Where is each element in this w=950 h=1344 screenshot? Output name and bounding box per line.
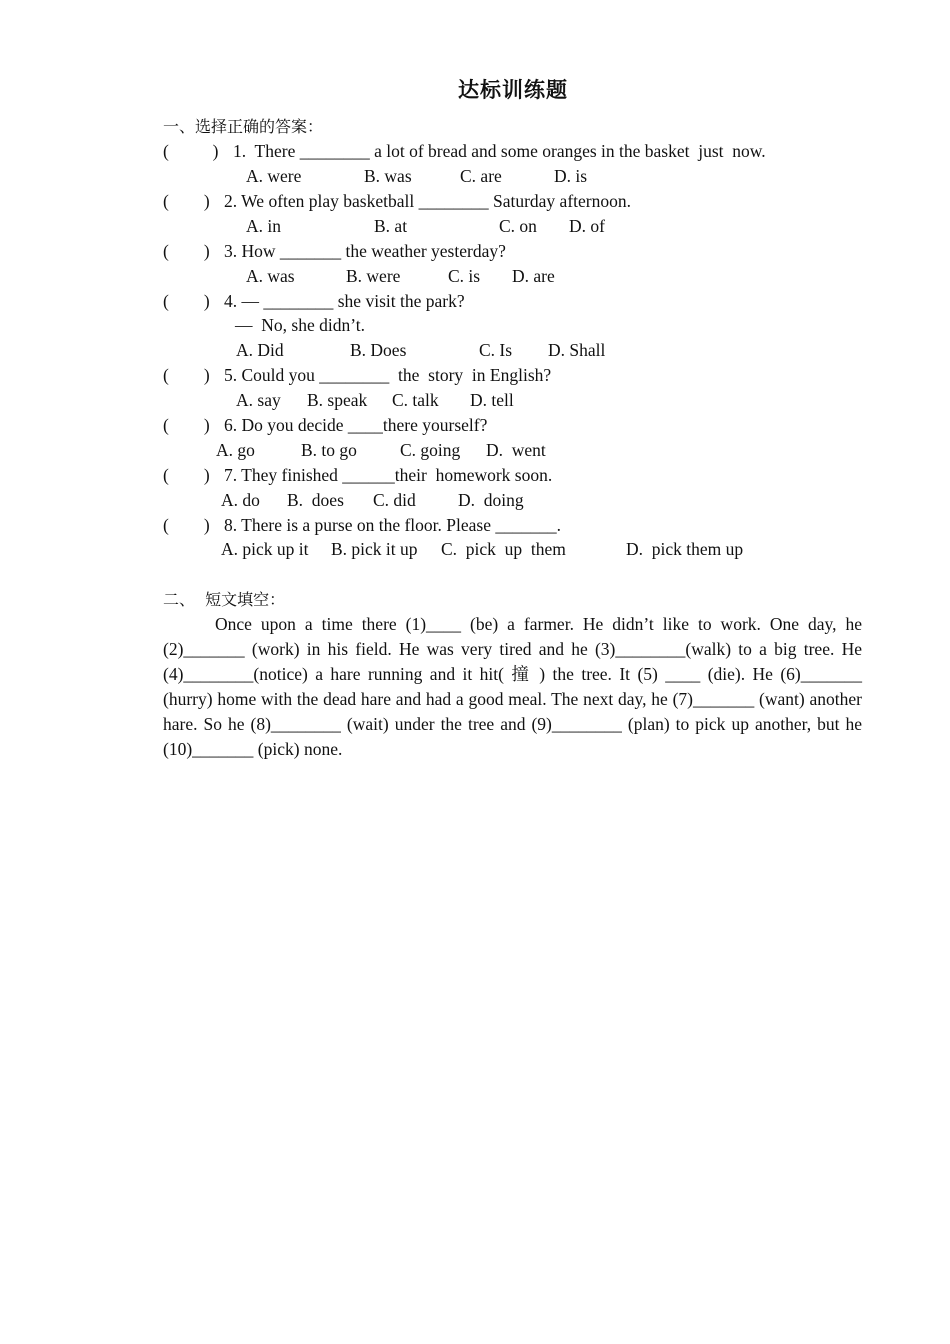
option-6d: D. went	[486, 440, 546, 460]
option-1a: A. were	[246, 166, 302, 186]
option-2c: C. on	[499, 216, 537, 236]
option-5b: B. speak	[307, 390, 368, 410]
answer-paren-2: ( )	[163, 191, 210, 211]
option-6c: C. going	[400, 440, 461, 460]
option-5c: C. talk	[392, 390, 439, 410]
answer-paren-7: ( )	[163, 465, 210, 485]
option-4d: D. Shall	[548, 340, 606, 360]
option-4c: C. Is	[479, 340, 513, 360]
option-4b: B. Does	[350, 340, 407, 360]
option-6a: A. go	[216, 440, 255, 460]
option-4a: A. Did	[236, 340, 284, 360]
option-1d: D. is	[554, 166, 588, 186]
question-stem-5: 5. Could you ________ the story in English?	[224, 365, 552, 385]
answer-paren-3: ( )	[163, 241, 210, 261]
option-7b: B. does	[287, 490, 344, 510]
answer-paren-1: ( )	[163, 141, 219, 161]
answer-paren-4: ( )	[163, 291, 210, 311]
question-reply-4: — No, she didn’t.	[235, 315, 365, 335]
page-title: 达标训练题	[458, 78, 568, 102]
option-8d: D. pick them up	[626, 539, 744, 559]
option-3b: B. were	[346, 266, 401, 286]
question-stem-7: 7. They finished ______their homework soon.	[224, 465, 553, 485]
question-stem-4: 4. — ________ she visit the park?	[224, 291, 465, 311]
option-1c: C. are	[460, 166, 502, 186]
section1-heading: 一、选择正确的答案：	[163, 117, 324, 136]
question-stem-3: 3. How _______ the weather yesterday?	[224, 241, 506, 261]
option-8a: A. pick up it	[221, 539, 309, 559]
option-2b: B. at	[374, 216, 408, 236]
cloze-passage: Once upon a time there (1)____ (be) a farmer. He didn’t like to work. One day, he (2)_______ (work) in his field. He was very tired and he (3)________(walk) to a big tree. He (4)________(notice) a hare running and it hit( 撞 ) the tree. It (5) ____ (die). He (6)_______ (hurry) home with the dead hare and had a good meal. The next day, he (7)_______ (want) another hare. So he (8)________ (wait) under the tree and (9)________ (plan) to pick up another, but he (10)_______ (pick) none.	[163, 614, 862, 759]
answer-paren-5: ( )	[163, 365, 210, 385]
option-8c: C. pick up them	[441, 539, 566, 559]
option-5a: A. say	[236, 390, 281, 410]
option-1b: B. was	[364, 166, 412, 186]
option-7c: C. did	[373, 490, 416, 510]
section2-heading: 二、 短文填空：	[163, 590, 286, 609]
option-8b: B. pick it up	[331, 539, 418, 559]
option-2d: D. of	[569, 216, 605, 236]
answer-paren-6: ( )	[163, 415, 210, 435]
question-stem-2: 2. We often play basketball ________ Saturday afternoon.	[224, 191, 631, 211]
option-5d: D. tell	[470, 390, 514, 410]
question-stem-6: 6. Do you decide ____there yourself?	[224, 415, 488, 435]
option-3d: D. are	[512, 266, 555, 286]
option-3a: A. was	[246, 266, 295, 286]
option-6b: B. to go	[301, 440, 357, 460]
option-7d: D. doing	[458, 490, 524, 510]
option-7a: A. do	[221, 490, 260, 510]
answer-paren-8: ( )	[163, 515, 210, 535]
option-3c: C. is	[448, 266, 481, 286]
question-stem-8: 8. There is a purse on the floor. Please _______.	[224, 515, 561, 535]
option-2a: A. in	[246, 216, 281, 236]
question-stem-1: 1. There ________ a lot of bread and some oranges in the basket just now.	[233, 141, 766, 161]
